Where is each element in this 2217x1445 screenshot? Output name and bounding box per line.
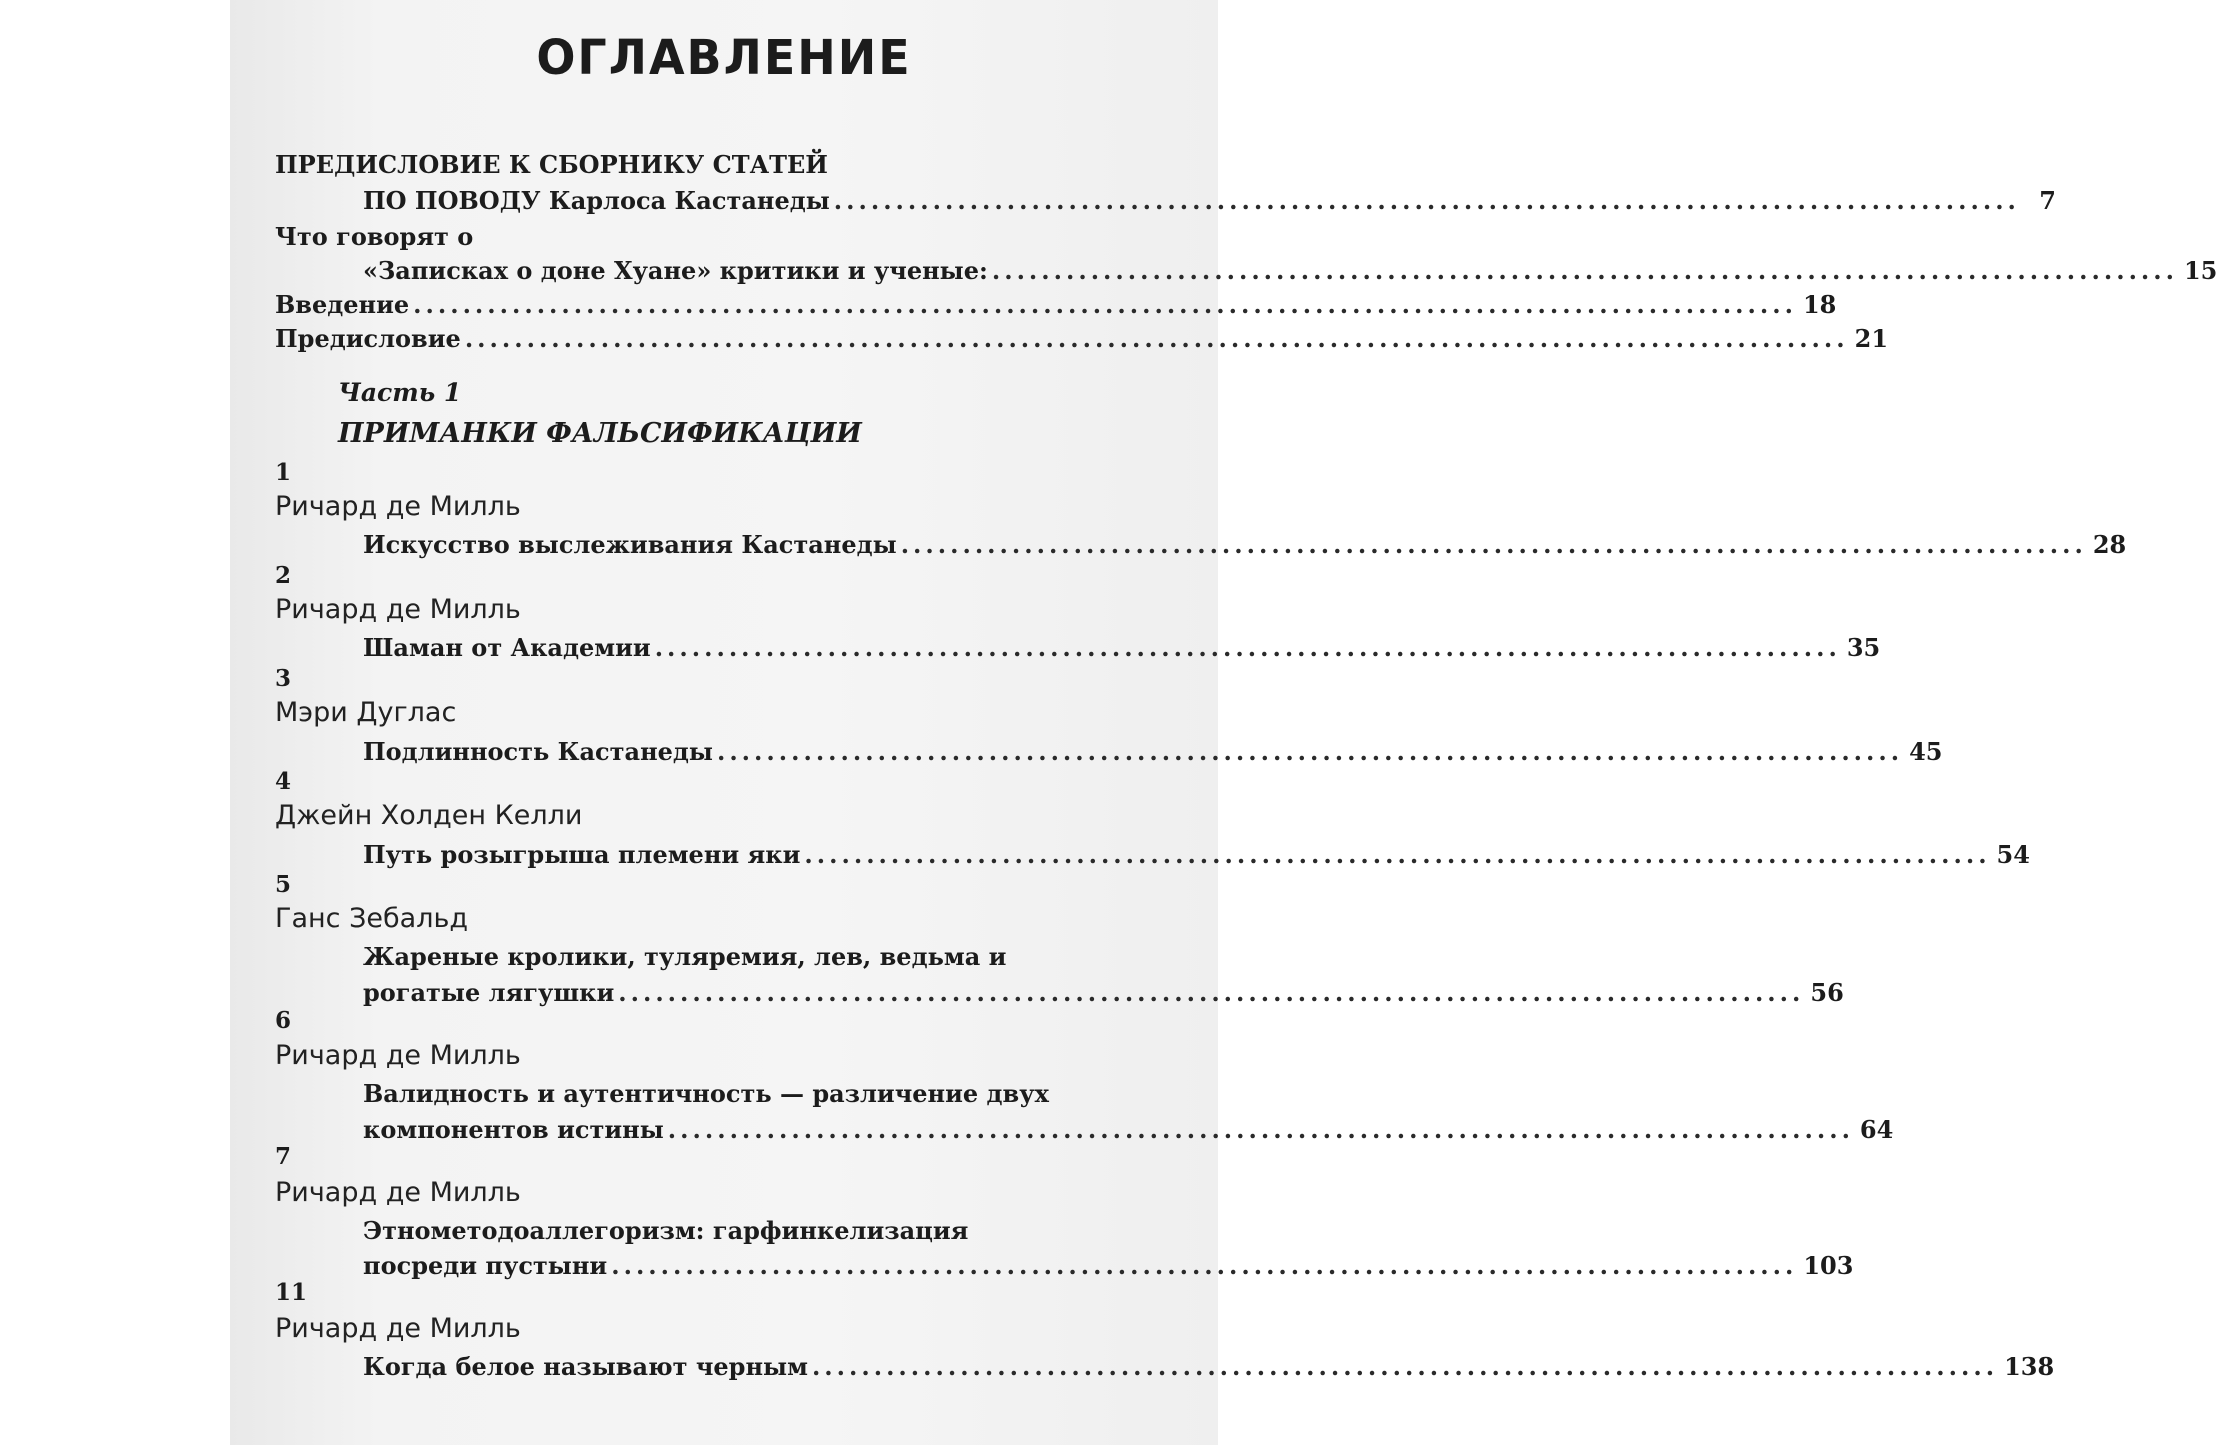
leader-dots: ................................................................................................: [654, 633, 1841, 662]
chapter-author: Ричард де Милль: [275, 1313, 521, 1344]
part-title: ПРИМАНКИ ФАЛЬСИФИКАЦИИ: [338, 418, 862, 449]
chapter-author: Ричард де Милль: [275, 1040, 521, 1071]
toc-entry-title-line1: Валидность и аутентичность — различение двух: [363, 1079, 1049, 1108]
leader-dots: ................................................................................................................: [464, 324, 1849, 353]
page-number: 103: [1803, 1251, 1854, 1280]
toc-entry-chapter-7[interactable]: [363, 1249, 1854, 1283]
toc-entry-title: Путь розыгрыша племени яки: [363, 840, 801, 869]
chapter-author: Джейн Холден Келли: [275, 800, 583, 831]
page-number: 138: [2004, 1352, 2055, 1381]
page-title: ОГЛАВЛЕНИЕ: [536, 28, 912, 86]
toc-entry-introduction[interactable]: [275, 288, 1837, 322]
leader-dots: ................................................................................................: [611, 1251, 1798, 1280]
page-number: 28: [2092, 530, 2127, 559]
page-number: 15: [2183, 256, 2217, 285]
chapter-number: 4: [275, 768, 292, 795]
toc-entry-chapter-3[interactable]: [363, 735, 1943, 769]
page-number: 35: [1846, 633, 1881, 662]
leader-dots: ................................................................................................: [900, 530, 2087, 559]
chapter-author: Мэри Дуглас: [275, 697, 457, 728]
toc-entry-critics[interactable]: [363, 254, 2217, 288]
leader-dots: ................................................................................................: [618, 978, 1805, 1007]
toc-entry-chapter-1[interactable]: [363, 528, 2127, 562]
leader-dots: ................................................................................................................: [413, 290, 1797, 319]
toc-entry-title: рогатые лягушки: [363, 978, 615, 1007]
toc-entry-title: Предисловие: [275, 324, 461, 353]
toc-entry-title: Искусство выслеживания Кастанеды: [363, 530, 897, 559]
chapter-number: 2: [275, 562, 292, 589]
leader-dots: ................................................................................................: [833, 186, 2020, 215]
chapter-number: 3: [275, 665, 292, 692]
chapter-author: Ричард де Милль: [275, 594, 521, 625]
toc-entry-foreword-line1: ПРЕДИСЛОВИЕ К СБОРНИКУ СТАТЕЙ: [275, 150, 828, 179]
toc-entry-chapter-4[interactable]: [363, 838, 2030, 872]
chapter-number: 1: [275, 459, 292, 486]
toc-entry-title: «Записках о доне Хуане» критики и ученые:: [363, 256, 988, 285]
toc-entry-title: Шаман от Академии: [363, 633, 651, 662]
page-number: 18: [1802, 290, 1837, 319]
page-number: 21: [1854, 324, 1889, 353]
toc-entry-critics-line1: Что говорят о: [275, 222, 474, 251]
toc-entry-chapter-5[interactable]: [363, 976, 1844, 1010]
toc-entry-foreword[interactable]: [363, 184, 2056, 218]
chapter-author: Ричард де Милль: [275, 1177, 521, 1208]
toc-entry-chapter-11[interactable]: [363, 1350, 2055, 1384]
leader-dots: ................................................................................................: [716, 737, 1904, 766]
chapter-author: Ганс Зебальд: [275, 903, 469, 934]
toc-entry-title: компонентов истины: [363, 1115, 664, 1144]
chapter-author: Ричард де Милль: [275, 491, 521, 522]
toc-entry-chapter-6[interactable]: [363, 1113, 1894, 1147]
toc-entry-preface[interactable]: [275, 322, 1889, 356]
leader-dots: ................................................................................................: [804, 840, 1991, 869]
chapter-number: 5: [275, 871, 292, 898]
chapter-number: 7: [275, 1143, 292, 1170]
toc-entry-title: Когда белое называют черным: [363, 1352, 808, 1381]
toc-entry-chapter-2[interactable]: [363, 631, 1881, 665]
leader-dots: ................................................................................................: [991, 256, 2178, 285]
chapter-number: 6: [275, 1007, 292, 1034]
page-number: 54: [1996, 840, 2030, 869]
page-number: 64: [1859, 1115, 1894, 1144]
leader-dots: ................................................................................................: [811, 1352, 1999, 1381]
toc-entry-title: ПО ПОВОДУ Карлоса Кастанеды: [363, 186, 830, 215]
toc-entry-title-line1: Этнометодоаллегоризм: гарфинкелизация: [363, 1216, 969, 1245]
toc-entry-title: Подлинность Кастанеды: [363, 737, 713, 766]
toc-entry-title: Введение: [275, 290, 410, 319]
toc-entry-title: посреди пустыни: [363, 1251, 608, 1280]
page-number: 45: [1909, 737, 1943, 766]
chapter-number: 11: [275, 1279, 308, 1306]
page-number: 7: [2039, 186, 2056, 215]
page-number: 56: [1810, 978, 1844, 1007]
toc-entry-title-line1: Жареные кролики, туляремия, лев, ведьма и: [363, 942, 1007, 971]
leader-dots: ................................................................................................: [667, 1115, 1854, 1144]
book-page: [230, 0, 2217, 1445]
part-label: Часть 1: [338, 378, 462, 407]
